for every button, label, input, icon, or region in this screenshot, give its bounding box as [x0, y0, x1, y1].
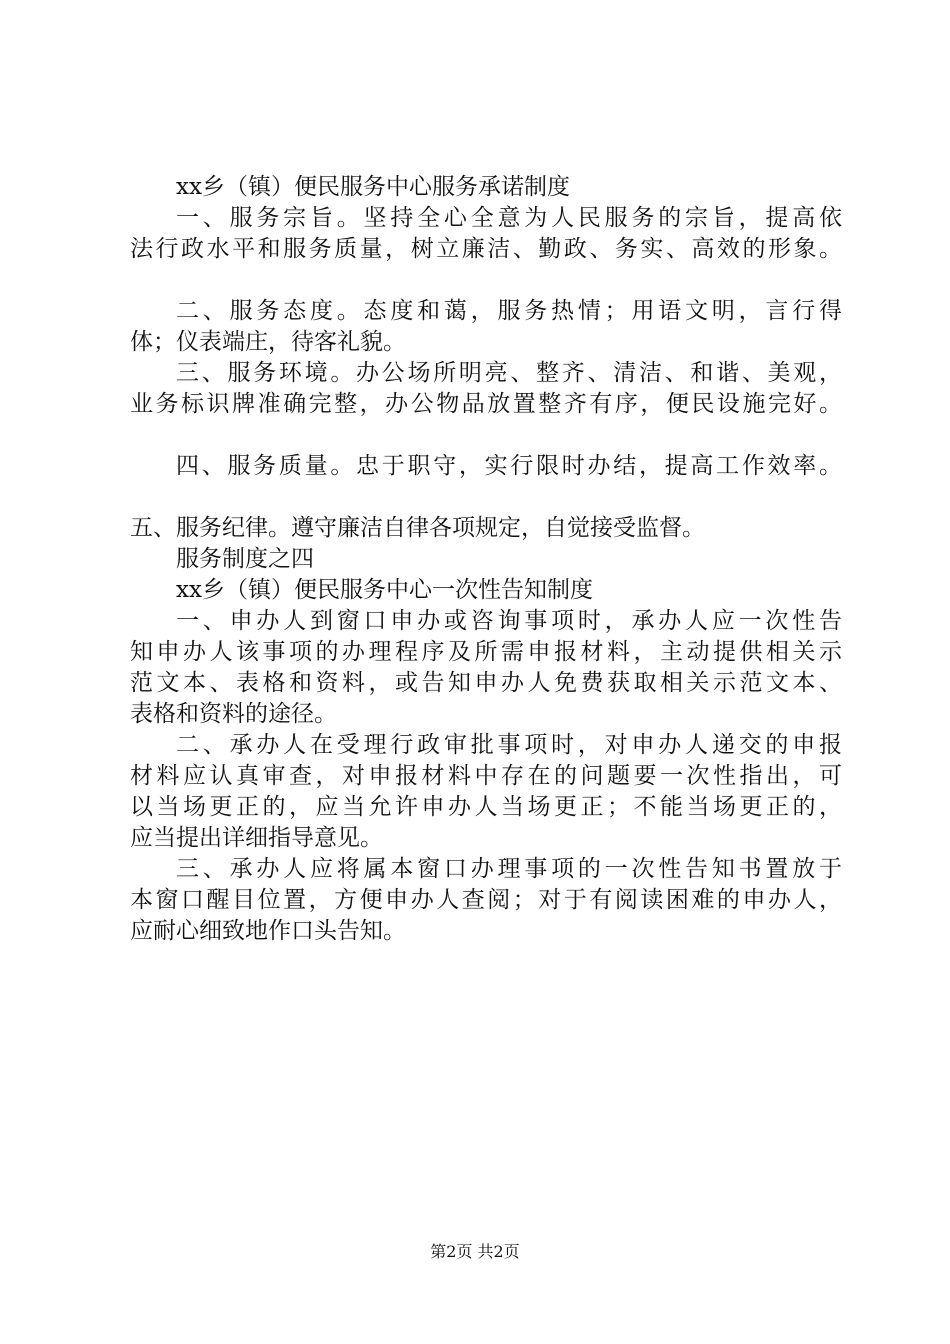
paragraph-line: 一、申办人到窗口申办或咨询事项时，承办人应一次性告: [176, 608, 842, 634]
paragraph-line: 法行政水平和服务质量，树立廉洁、勤政、务实、高效的形象。: [130, 236, 842, 262]
paragraph-line: 以当场更正的，应当允许申办人当场更正；不能当场更正的，: [130, 794, 842, 820]
paragraph-line: 应当提出详细指导意见。: [130, 825, 383, 851]
paragraph-line: 一、服务宗旨。坚持全心全意为人民服务的宗旨，提高依: [176, 205, 842, 231]
paragraph-line: 知申办人该事项的办理程序及所需申报材料，主动提供相关示: [130, 639, 842, 665]
title-line: xx乡（镇）便民服务中心一次性告知制度: [176, 577, 593, 603]
page-footer: 第2页 共2页: [430, 1242, 520, 1261]
blank-line: [130, 482, 842, 513]
paragraph-line: 三、服务环境。办公场所明亮、整齐、清洁、和谐、美观，: [176, 360, 842, 386]
paragraph-line: 五、服务纪律。遵守廉洁自律各项规定，自觉接受监督。: [130, 515, 705, 541]
paragraph-line: 二、服务态度。态度和蔼，服务热情；用语文明，言行得: [176, 298, 842, 324]
section-heading: 服务制度之四: [176, 546, 314, 572]
title-line: xx乡（镇）便民服务中心服务承诺制度: [176, 174, 570, 200]
blank-line: [130, 420, 842, 451]
paragraph-line: 应耐心细致地作口头告知。: [130, 918, 406, 944]
paragraph-line: 本窗口醒目位置，方便申办人查阅；对于有阅读困难的申办人，: [130, 887, 842, 913]
paragraph-line: 三、承办人应将属本窗口办理事项的一次性告知书置放于: [176, 856, 842, 882]
document-body: [130, 172, 842, 947]
paragraph-line: 表格和资料的途径。: [130, 701, 337, 727]
blank-line: [130, 265, 842, 296]
paragraph-line: 二、承办人在受理行政审批事项时，对申办人递交的申报: [176, 732, 842, 758]
paragraph-line: 体；仪表端庄，待客礼貌。: [130, 329, 406, 355]
paragraph-line: 业务标识牌准确完整，办公物品放置整齐有序，便民设施完好。: [130, 391, 842, 417]
paragraph-line: 材料应认真审查，对申报材料中存在的问题要一次性指出，可: [130, 763, 842, 789]
paragraph-line: 范文本、表格和资料，或告知申办人免费获取相关示范文本、: [130, 670, 842, 696]
paragraph-line: 四、服务质量。忠于职守，实行限时办结，提高工作效率。: [176, 453, 842, 479]
